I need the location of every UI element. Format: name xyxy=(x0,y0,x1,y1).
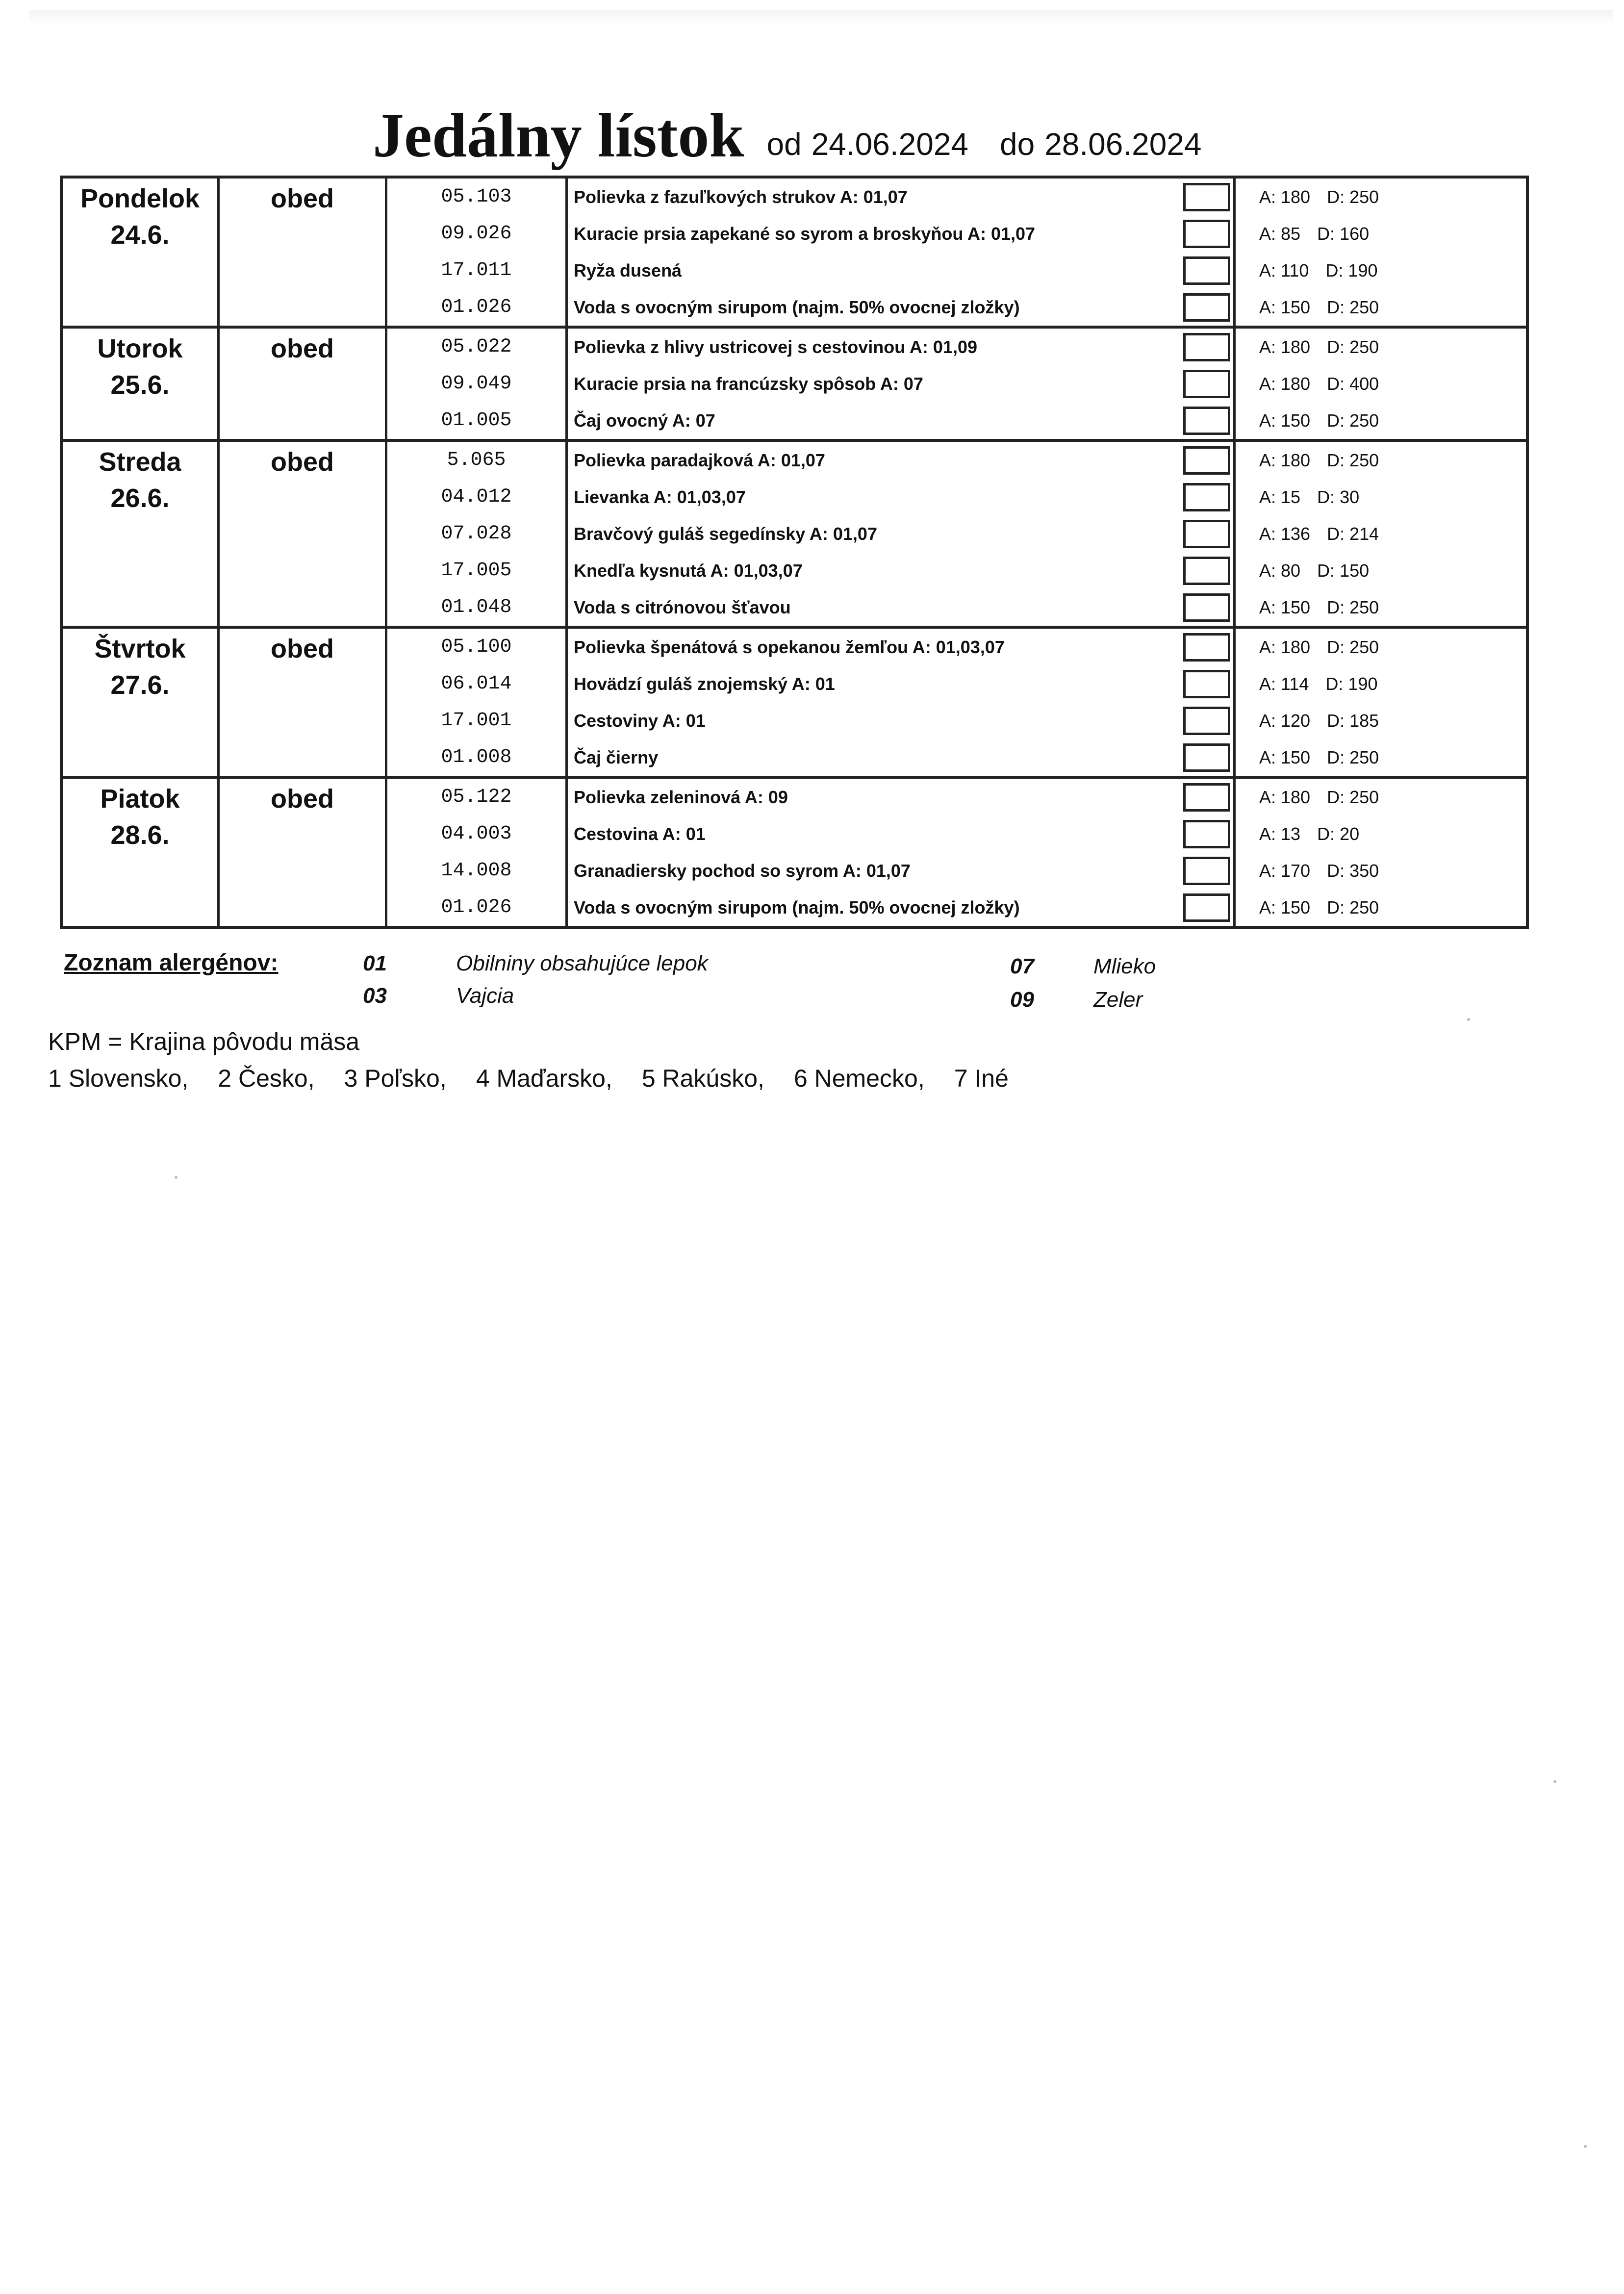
scan-speck xyxy=(1584,2145,1587,2148)
dish-rows xyxy=(387,629,1526,776)
day-block xyxy=(63,326,1526,439)
dish-name: Kuracie prsia na francúzsky spôsob A: 07 xyxy=(574,373,923,394)
portion-cell xyxy=(1233,515,1526,552)
portion-adult: A: 114 xyxy=(1259,673,1309,694)
portion-adult: A: 180 xyxy=(1259,637,1311,657)
order-checkbox[interactable] xyxy=(1183,893,1230,922)
allergen-code: 09 xyxy=(1010,988,1034,1012)
dish-rows xyxy=(387,178,1526,326)
country-item: 4 Maďarsko, xyxy=(476,1065,612,1092)
dish-code: 05.103 xyxy=(387,178,568,215)
order-checkbox[interactable] xyxy=(1183,483,1230,511)
dish-name: Polievka zeleninová A: 09 xyxy=(574,787,788,807)
portion-child: D: 160 xyxy=(1317,223,1370,244)
allergen-name: Obilniny obsahujúce lepok xyxy=(456,951,708,975)
portion-child: D: 250 xyxy=(1327,450,1379,470)
portion-adult: A: 180 xyxy=(1259,373,1311,394)
dish-name: Bravčový guláš segedínsky A: 01,07 xyxy=(574,523,877,544)
portion-child: D: 250 xyxy=(1327,597,1379,617)
scan-speck xyxy=(1553,1780,1556,1783)
menu-table xyxy=(60,176,1529,929)
dish-code: 17.005 xyxy=(387,552,568,589)
portion-adult: A: 80 xyxy=(1259,560,1301,581)
allergen-code: 01 xyxy=(363,951,387,975)
portion-cell xyxy=(1233,852,1526,889)
dish-code: 07.028 xyxy=(387,515,568,552)
dish-row xyxy=(387,779,1526,816)
portion-child: D: 214 xyxy=(1327,523,1379,544)
order-checkbox[interactable] xyxy=(1183,857,1230,885)
dish-code: 06.014 xyxy=(387,665,568,702)
portion-adult: A: 85 xyxy=(1259,223,1301,244)
dish-code: 01.048 xyxy=(387,589,568,626)
dish-name: Voda s citrónovou šťavou xyxy=(574,597,791,617)
dish-code: 01.026 xyxy=(387,889,568,926)
portion-cell xyxy=(1233,442,1526,479)
dish-row xyxy=(387,629,1526,665)
meal-type: obed xyxy=(220,779,387,926)
order-checkbox[interactable] xyxy=(1183,333,1230,361)
portion-adult: A: 13 xyxy=(1259,823,1301,844)
portion-child: D: 250 xyxy=(1327,637,1379,657)
dish-name: Voda s ovocným sirupom (najm. 50% ovocnej zložky) xyxy=(574,297,1020,317)
day-name: Pondelok xyxy=(80,184,200,213)
portion-cell xyxy=(1233,215,1526,252)
dish-name: Granadiersky pochod so syrom A: 01,07 xyxy=(574,860,911,881)
dish-row xyxy=(387,589,1526,626)
dish-code: 17.011 xyxy=(387,252,568,289)
kpm-legend: KPM = Krajina pôvodu mäsa xyxy=(48,1028,360,1055)
dish-code: 5.065 xyxy=(387,442,568,479)
allergen-code: 03 xyxy=(363,984,387,1008)
date-range xyxy=(767,128,1202,167)
order-checkbox[interactable] xyxy=(1183,743,1230,772)
portion-adult: A: 150 xyxy=(1259,897,1311,918)
portion-cell xyxy=(1233,702,1526,739)
dish-code: 09.049 xyxy=(387,365,568,402)
dish-row xyxy=(387,289,1526,326)
to-label: do xyxy=(1000,127,1035,162)
dish-row xyxy=(387,479,1526,515)
day-cell xyxy=(63,442,220,626)
portion-adult: A: 120 xyxy=(1259,710,1311,731)
portion-child: D: 350 xyxy=(1327,860,1379,881)
order-checkbox[interactable] xyxy=(1183,633,1230,662)
day-date: 26.6. xyxy=(110,484,170,513)
dish-name: Polievka z hlivy ustricovej s cestovinou A: 01,09 xyxy=(574,336,978,357)
order-checkbox[interactable] xyxy=(1183,220,1230,248)
allergen-list-label: Zoznam alergénov: xyxy=(64,950,279,976)
dish-code: 14.008 xyxy=(387,852,568,889)
day-block xyxy=(63,178,1526,326)
from-label: od xyxy=(766,127,802,162)
meal-type: obed xyxy=(220,629,387,776)
portion-adult: A: 180 xyxy=(1259,186,1311,207)
meal-type: obed xyxy=(220,329,387,439)
dish-code: 17.001 xyxy=(387,702,568,739)
day-block xyxy=(63,439,1526,626)
dish-code: 04.012 xyxy=(387,479,568,515)
dish-name: Lievanka A: 01,03,07 xyxy=(574,486,746,507)
portion-child: D: 20 xyxy=(1317,823,1360,844)
day-cell xyxy=(63,629,220,776)
dish-code: 04.003 xyxy=(387,816,568,852)
dish-rows xyxy=(387,442,1526,626)
dish-row xyxy=(387,702,1526,739)
dish-row xyxy=(387,402,1526,439)
dish-rows xyxy=(387,329,1526,439)
dish-code: 01.026 xyxy=(387,289,568,326)
dish-row xyxy=(387,889,1526,926)
dish-row xyxy=(387,552,1526,589)
dish-name: Cestoviny A: 01 xyxy=(574,710,706,731)
allergen-name: Mlieko xyxy=(1093,954,1156,978)
dish-row xyxy=(387,215,1526,252)
dish-name: Polievka z fazuľkových strukov A: 01,07 xyxy=(574,186,908,207)
allergen-name: Zeler xyxy=(1093,988,1143,1012)
portion-child: D: 150 xyxy=(1317,560,1370,581)
portion-child: D: 250 xyxy=(1327,410,1379,431)
day-name: Štvrtok xyxy=(94,634,186,663)
portion-child: D: 250 xyxy=(1327,336,1379,357)
country-list xyxy=(48,1064,1038,1093)
day-date: 24.6. xyxy=(110,220,170,250)
menu-header xyxy=(373,93,1202,170)
dish-name: Kuracie prsia zapekané so syrom a broskyňou A: 01,07 xyxy=(574,223,1036,244)
dish-name: Polievka špenátová s opekanou žemľou A: 01,03,07 xyxy=(574,637,1005,657)
portion-child: D: 250 xyxy=(1327,747,1379,767)
order-checkbox[interactable] xyxy=(1183,407,1230,435)
portion-adult: A: 180 xyxy=(1259,450,1311,470)
dish-rows xyxy=(387,779,1526,926)
order-checkbox[interactable] xyxy=(1183,520,1230,548)
allergen-code: 07 xyxy=(1010,954,1034,978)
day-cell xyxy=(63,329,220,439)
portion-child: D: 250 xyxy=(1327,297,1379,317)
order-checkbox[interactable] xyxy=(1183,256,1230,285)
dish-row xyxy=(387,329,1526,365)
portion-adult: A: 136 xyxy=(1259,523,1311,544)
day-date: 25.6. xyxy=(110,370,170,400)
order-checkbox[interactable] xyxy=(1183,593,1230,622)
portion-adult: A: 170 xyxy=(1259,860,1311,881)
portion-child: D: 30 xyxy=(1317,486,1360,507)
portion-cell xyxy=(1233,816,1526,852)
portion-cell xyxy=(1233,402,1526,439)
portion-adult: A: 110 xyxy=(1259,260,1309,280)
dish-name: Cestovina A: 01 xyxy=(574,823,706,844)
dish-row xyxy=(387,852,1526,889)
meal-type: obed xyxy=(220,442,387,626)
order-checkbox[interactable] xyxy=(1183,446,1230,475)
portion-child: D: 190 xyxy=(1325,673,1378,694)
order-checkbox[interactable] xyxy=(1183,557,1230,585)
day-cell xyxy=(63,779,220,926)
dish-name: Knedľa kysnutá A: 01,03,07 xyxy=(574,560,803,581)
order-checkbox[interactable] xyxy=(1183,820,1230,848)
meal-type: obed xyxy=(220,178,387,326)
dish-row xyxy=(387,665,1526,702)
day-name: Piatok xyxy=(100,784,180,814)
dish-row xyxy=(387,816,1526,852)
country-item: 6 Nemecko, xyxy=(793,1065,925,1092)
portion-child: D: 185 xyxy=(1327,710,1379,731)
dish-row xyxy=(387,739,1526,776)
dish-name: Ryža dusená xyxy=(574,260,682,280)
day-cell xyxy=(63,178,220,326)
dish-name: Polievka paradajková A: 01,07 xyxy=(574,450,825,470)
dish-row xyxy=(387,365,1526,402)
order-checkbox[interactable] xyxy=(1183,370,1230,398)
portion-cell xyxy=(1233,629,1526,665)
day-date: 28.6. xyxy=(110,820,170,850)
scan-speck xyxy=(175,1176,178,1179)
dish-code: 09.026 xyxy=(387,215,568,252)
day-block xyxy=(63,626,1526,776)
portion-child: D: 400 xyxy=(1327,373,1379,394)
portion-adult: A: 180 xyxy=(1259,336,1311,357)
portion-child: D: 250 xyxy=(1327,897,1379,918)
portion-cell xyxy=(1233,329,1526,365)
dish-code: 01.005 xyxy=(387,402,568,439)
portion-cell xyxy=(1233,739,1526,776)
portion-adult: A: 150 xyxy=(1259,747,1311,767)
dish-row xyxy=(387,442,1526,479)
portion-child: D: 190 xyxy=(1325,260,1378,280)
order-checkbox[interactable] xyxy=(1183,670,1230,698)
day-name: Streda xyxy=(99,447,181,477)
dish-name: Voda s ovocným sirupom (najm. 50% ovocnej zložky) xyxy=(574,897,1020,918)
portion-cell xyxy=(1233,889,1526,926)
dish-row xyxy=(387,178,1526,215)
from-date: 24.06.2024 xyxy=(811,127,968,162)
country-item: 1 Slovensko, xyxy=(48,1065,189,1092)
country-item: 3 Poľsko, xyxy=(344,1065,447,1092)
portion-cell xyxy=(1233,178,1526,215)
portion-adult: A: 15 xyxy=(1259,486,1301,507)
country-item: 2 Česko, xyxy=(218,1065,315,1092)
portion-cell xyxy=(1233,289,1526,326)
scan-top-edge xyxy=(29,10,1613,25)
day-block xyxy=(63,776,1526,926)
dish-row xyxy=(387,252,1526,289)
dish-name: Čaj čierny xyxy=(574,747,659,767)
order-checkbox[interactable] xyxy=(1183,293,1230,322)
to-date: 28.06.2024 xyxy=(1044,127,1202,162)
order-checkbox[interactable] xyxy=(1183,783,1230,812)
portion-cell xyxy=(1233,479,1526,515)
page-title: Jedálny lístok xyxy=(373,101,744,170)
portion-cell xyxy=(1233,252,1526,289)
day-date: 27.6. xyxy=(110,670,170,700)
portion-cell xyxy=(1233,365,1526,402)
dish-code: 01.008 xyxy=(387,739,568,776)
portion-adult: A: 150 xyxy=(1259,410,1311,431)
scan-speck xyxy=(1467,1018,1470,1021)
order-checkbox[interactable] xyxy=(1183,183,1230,211)
order-checkbox[interactable] xyxy=(1183,707,1230,735)
portion-cell xyxy=(1233,779,1526,816)
allergen-list xyxy=(64,946,1241,1015)
dish-code: 05.122 xyxy=(387,779,568,816)
country-item: 7 Iné xyxy=(954,1065,1009,1092)
portion-adult: A: 180 xyxy=(1259,787,1311,807)
portion-cell xyxy=(1233,552,1526,589)
dish-name: Hovädzí guláš znojemský A: 01 xyxy=(574,673,835,694)
dish-row xyxy=(387,515,1526,552)
portion-cell xyxy=(1233,589,1526,626)
dish-code: 05.022 xyxy=(387,329,568,365)
portion-adult: A: 150 xyxy=(1259,597,1311,617)
country-item: 5 Rakúsko, xyxy=(641,1065,764,1092)
dish-code: 05.100 xyxy=(387,629,568,665)
portion-child: D: 250 xyxy=(1327,787,1379,807)
portion-adult: A: 150 xyxy=(1259,297,1311,317)
allergen-name: Vajcia xyxy=(456,984,514,1008)
dish-name: Čaj ovocný A: 07 xyxy=(574,410,715,431)
portion-cell xyxy=(1233,665,1526,702)
day-name: Utorok xyxy=(97,334,183,363)
portion-child: D: 250 xyxy=(1327,186,1379,207)
